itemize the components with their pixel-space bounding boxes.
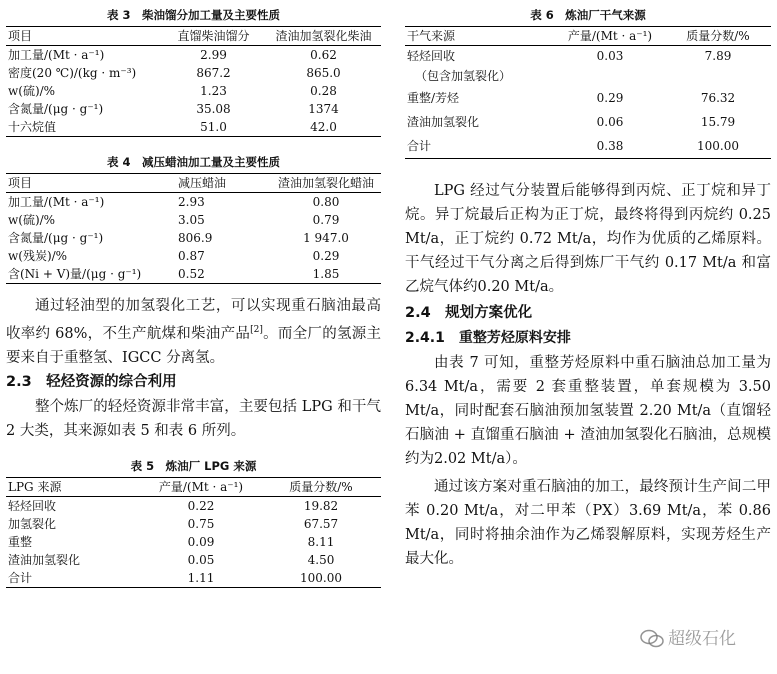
table5-caption: 表 5 炼油厂 LPG 来源 — [130, 458, 257, 473]
table-row — [6, 515, 381, 533]
table-cell: 合计 — [8, 570, 33, 585]
table-cell: 1374 — [308, 102, 339, 116]
table-cell: 加工量/(Mt · a⁻¹) — [8, 48, 105, 62]
table-cell: 4.50 — [307, 552, 335, 567]
table-row — [6, 82, 381, 100]
row-note: （包含加氢裂化） — [415, 69, 512, 83]
table6-caption: 表 6 炼油厂干气来源 — [530, 8, 646, 22]
table-cell: 0.75 — [187, 516, 215, 531]
header-cell: 项目 — [8, 29, 33, 43]
table-row — [6, 211, 381, 229]
table-cell: w(残炭)/% — [8, 249, 68, 263]
paragraph-lpg-gas: LPG 经过气分装置后能够得到丙烷、正丁烷和异丁烷。异丁烷最后正构为正丁烷，最终将得到丙烷约 0.25 Mt/a，正丁烷约 0.72 Mt/a，均作为优质的乙烯原料。干气经过干气分离之后得到炼厂干气约 0.17 Mt/a 和富乙烷气体约0.20 Mt/a。 — [405, 183, 771, 295]
table-cell: 806.9 — [178, 231, 213, 245]
watermark — [640, 625, 775, 653]
section-heading-2-3: 2.3 轻烃资源的综合利用 — [6, 373, 177, 390]
table6-header — [405, 27, 771, 46]
table-cell: 含氮量/(μg · g⁻¹) — [8, 102, 104, 116]
header-cell: LPG 来源 — [8, 479, 62, 494]
table-cell: 1.11 — [187, 570, 215, 585]
table-cell: 1.85 — [312, 267, 340, 281]
table5 — [6, 477, 381, 588]
header-cell: 质量分数/% — [686, 29, 750, 43]
paragraph-text: 通过轻油型的加氢裂化工艺，可以实现重石脑油最高收率约 68%，不生产航煤和柴油产品 — [6, 298, 381, 342]
table3-header — [6, 27, 381, 46]
table-row — [405, 46, 771, 87]
citation-ref: [2] — [250, 325, 263, 335]
table4-header — [6, 174, 381, 193]
table-cell: 0.09 — [187, 534, 215, 549]
table4-caption: 表 4 减压蜡油加工量及主要性质 — [106, 155, 280, 169]
table-cell: 15.79 — [700, 115, 736, 129]
table-cell: 51.0 — [200, 120, 227, 134]
table3 — [6, 26, 381, 137]
table-cell: 8.11 — [307, 534, 335, 549]
table-cell: 0.29 — [596, 91, 624, 105]
table-cell: 1.23 — [200, 84, 227, 98]
table-cell: 0.79 — [312, 213, 340, 227]
table-cell: 7.89 — [704, 49, 732, 63]
table-cell: 轻烃回收 — [8, 498, 57, 513]
table-cell: w(硫)/% — [8, 213, 56, 227]
table-cell: 1 947.0 — [303, 231, 349, 245]
table-cell: 2.99 — [200, 48, 227, 62]
table-row — [6, 569, 381, 588]
table-row — [6, 533, 381, 551]
left-column — [6, 0, 381, 588]
table-cell: 含(Ni + V)量/(μg · g⁻¹) — [8, 267, 142, 281]
table6 — [405, 26, 771, 159]
table-cell: 0.52 — [178, 267, 205, 281]
header-cell: 渣油加氢裂化柴油 — [275, 29, 372, 43]
table-cell: 加氢裂化 — [8, 516, 57, 531]
table-cell: 密度(20 ℃)/(kg · m⁻³) — [8, 66, 137, 80]
table-row — [6, 551, 381, 569]
header-cell: 直馏柴油馏分 — [177, 29, 250, 43]
table-cell: 100.00 — [300, 570, 342, 585]
table-row — [6, 46, 381, 65]
table-cell: 42.0 — [310, 120, 337, 134]
table-cell: 0.22 — [187, 498, 215, 513]
table-cell: 十六烷值 — [8, 120, 57, 134]
header-cell: 项目 — [8, 176, 33, 190]
table-row — [6, 193, 381, 212]
table-cell: 合计 — [407, 139, 432, 153]
table-cell: 重整/芳烃 — [407, 91, 460, 105]
table-cell: 3.05 — [178, 213, 205, 227]
table-row — [405, 110, 771, 134]
table-cell — [405, 46, 555, 87]
header-cell: 质量分数/% — [289, 479, 353, 494]
paragraph-reforming-feed: 由表 7 可知，重整芳烃原料中重石脑油总加工量为 6.34 Mt/a，需要 2 套重整装置，单套规模为 3.50 Mt/a，同时配套石脑油预加氢装置 2.20 Mt/a（直馏轻石脑油 + 直馏重石脑油 + 渣油加氢裂化石脑油，总规模约为2.02 Mt/a）。 — [405, 355, 771, 467]
table-cell: 加工量/(Mt · a⁻¹) — [8, 195, 105, 209]
table-cell: 100.00 — [697, 139, 739, 153]
table5-header — [6, 477, 381, 496]
table-cell: 865.0 — [306, 66, 341, 80]
table-cell: 含氮量/(μg · g⁻¹) — [8, 231, 104, 245]
paragraph-text: 。而全厂的氢源主要来自于重整氢、IGCC 分离氢。 — [6, 325, 381, 366]
table-cell: 35.08 — [196, 102, 231, 116]
wechat-logo-icon — [640, 629, 664, 649]
row-label: 轻烃回收 — [407, 49, 456, 63]
table-cell: 0.28 — [310, 84, 337, 98]
table-cell: 0.06 — [596, 115, 624, 129]
table-row — [6, 229, 381, 247]
table-cell: 76.32 — [700, 91, 736, 105]
table-cell: 0.03 — [596, 49, 624, 63]
table-cell: 0.80 — [312, 195, 340, 209]
table-cell: 渣油加氢裂化 — [8, 552, 81, 567]
right-column — [405, 0, 771, 571]
table-row — [6, 496, 381, 515]
watermark-text: 超级石化 — [668, 629, 736, 649]
table-cell: 0.29 — [312, 249, 340, 263]
table-cell: 867.2 — [196, 66, 231, 80]
paragraph-light-hydrocarbons: 整个炼厂的轻烃资源非常丰富，主要包括 LPG 和干气 2 大类，其来源如表 5 和表 6 所列。 — [6, 398, 381, 439]
table-cell: 渣油加氢裂化 — [407, 115, 480, 129]
header-cell: 减压蜡油 — [178, 176, 227, 190]
table-cell: 0.87 — [178, 249, 205, 263]
table-row — [6, 265, 381, 284]
table-row — [6, 247, 381, 265]
table-cell: 2.93 — [178, 195, 205, 209]
table-row — [6, 118, 381, 137]
table-cell: 67.57 — [303, 516, 339, 531]
header-cell: 产量/(Mt · a⁻¹) — [158, 479, 244, 494]
paragraph-hydrocracking — [6, 294, 381, 370]
table-row — [405, 134, 771, 159]
table3-caption: 表 3 柴油馏分加工量及主要性质 — [106, 8, 280, 22]
table-cell: 0.62 — [310, 48, 337, 62]
table-cell: 重整 — [8, 534, 33, 549]
table-row — [6, 64, 381, 82]
table-cell: w(硫)/% — [8, 84, 56, 98]
section-heading-2-4-1: 2.4.1 重整芳烃原料安排 — [405, 330, 571, 346]
table-cell: 0.38 — [596, 139, 624, 153]
paragraph-aromatics: 通过该方案对重石脑油的加工，最终预计生产间二甲苯 0.20 Mt/a，对二甲苯（PX）3.69 Mt/a，苯 0.86 Mt/a，同时将抽余油作为乙烯裂解原料，实现芳烃生产最大化。 — [405, 479, 771, 567]
section-heading-2-4: 2.4 规划方案优化 — [405, 305, 533, 321]
table-cell: 19.82 — [303, 498, 339, 513]
table-cell: 0.05 — [187, 552, 215, 567]
table-row — [6, 100, 381, 118]
header-cell: 渣油加氢裂化蜡油 — [277, 176, 374, 190]
table4 — [6, 173, 381, 284]
header-cell: 干气来源 — [407, 29, 456, 43]
header-cell: 产量/(Mt · a⁻¹) — [567, 29, 653, 43]
table-row — [405, 86, 771, 110]
